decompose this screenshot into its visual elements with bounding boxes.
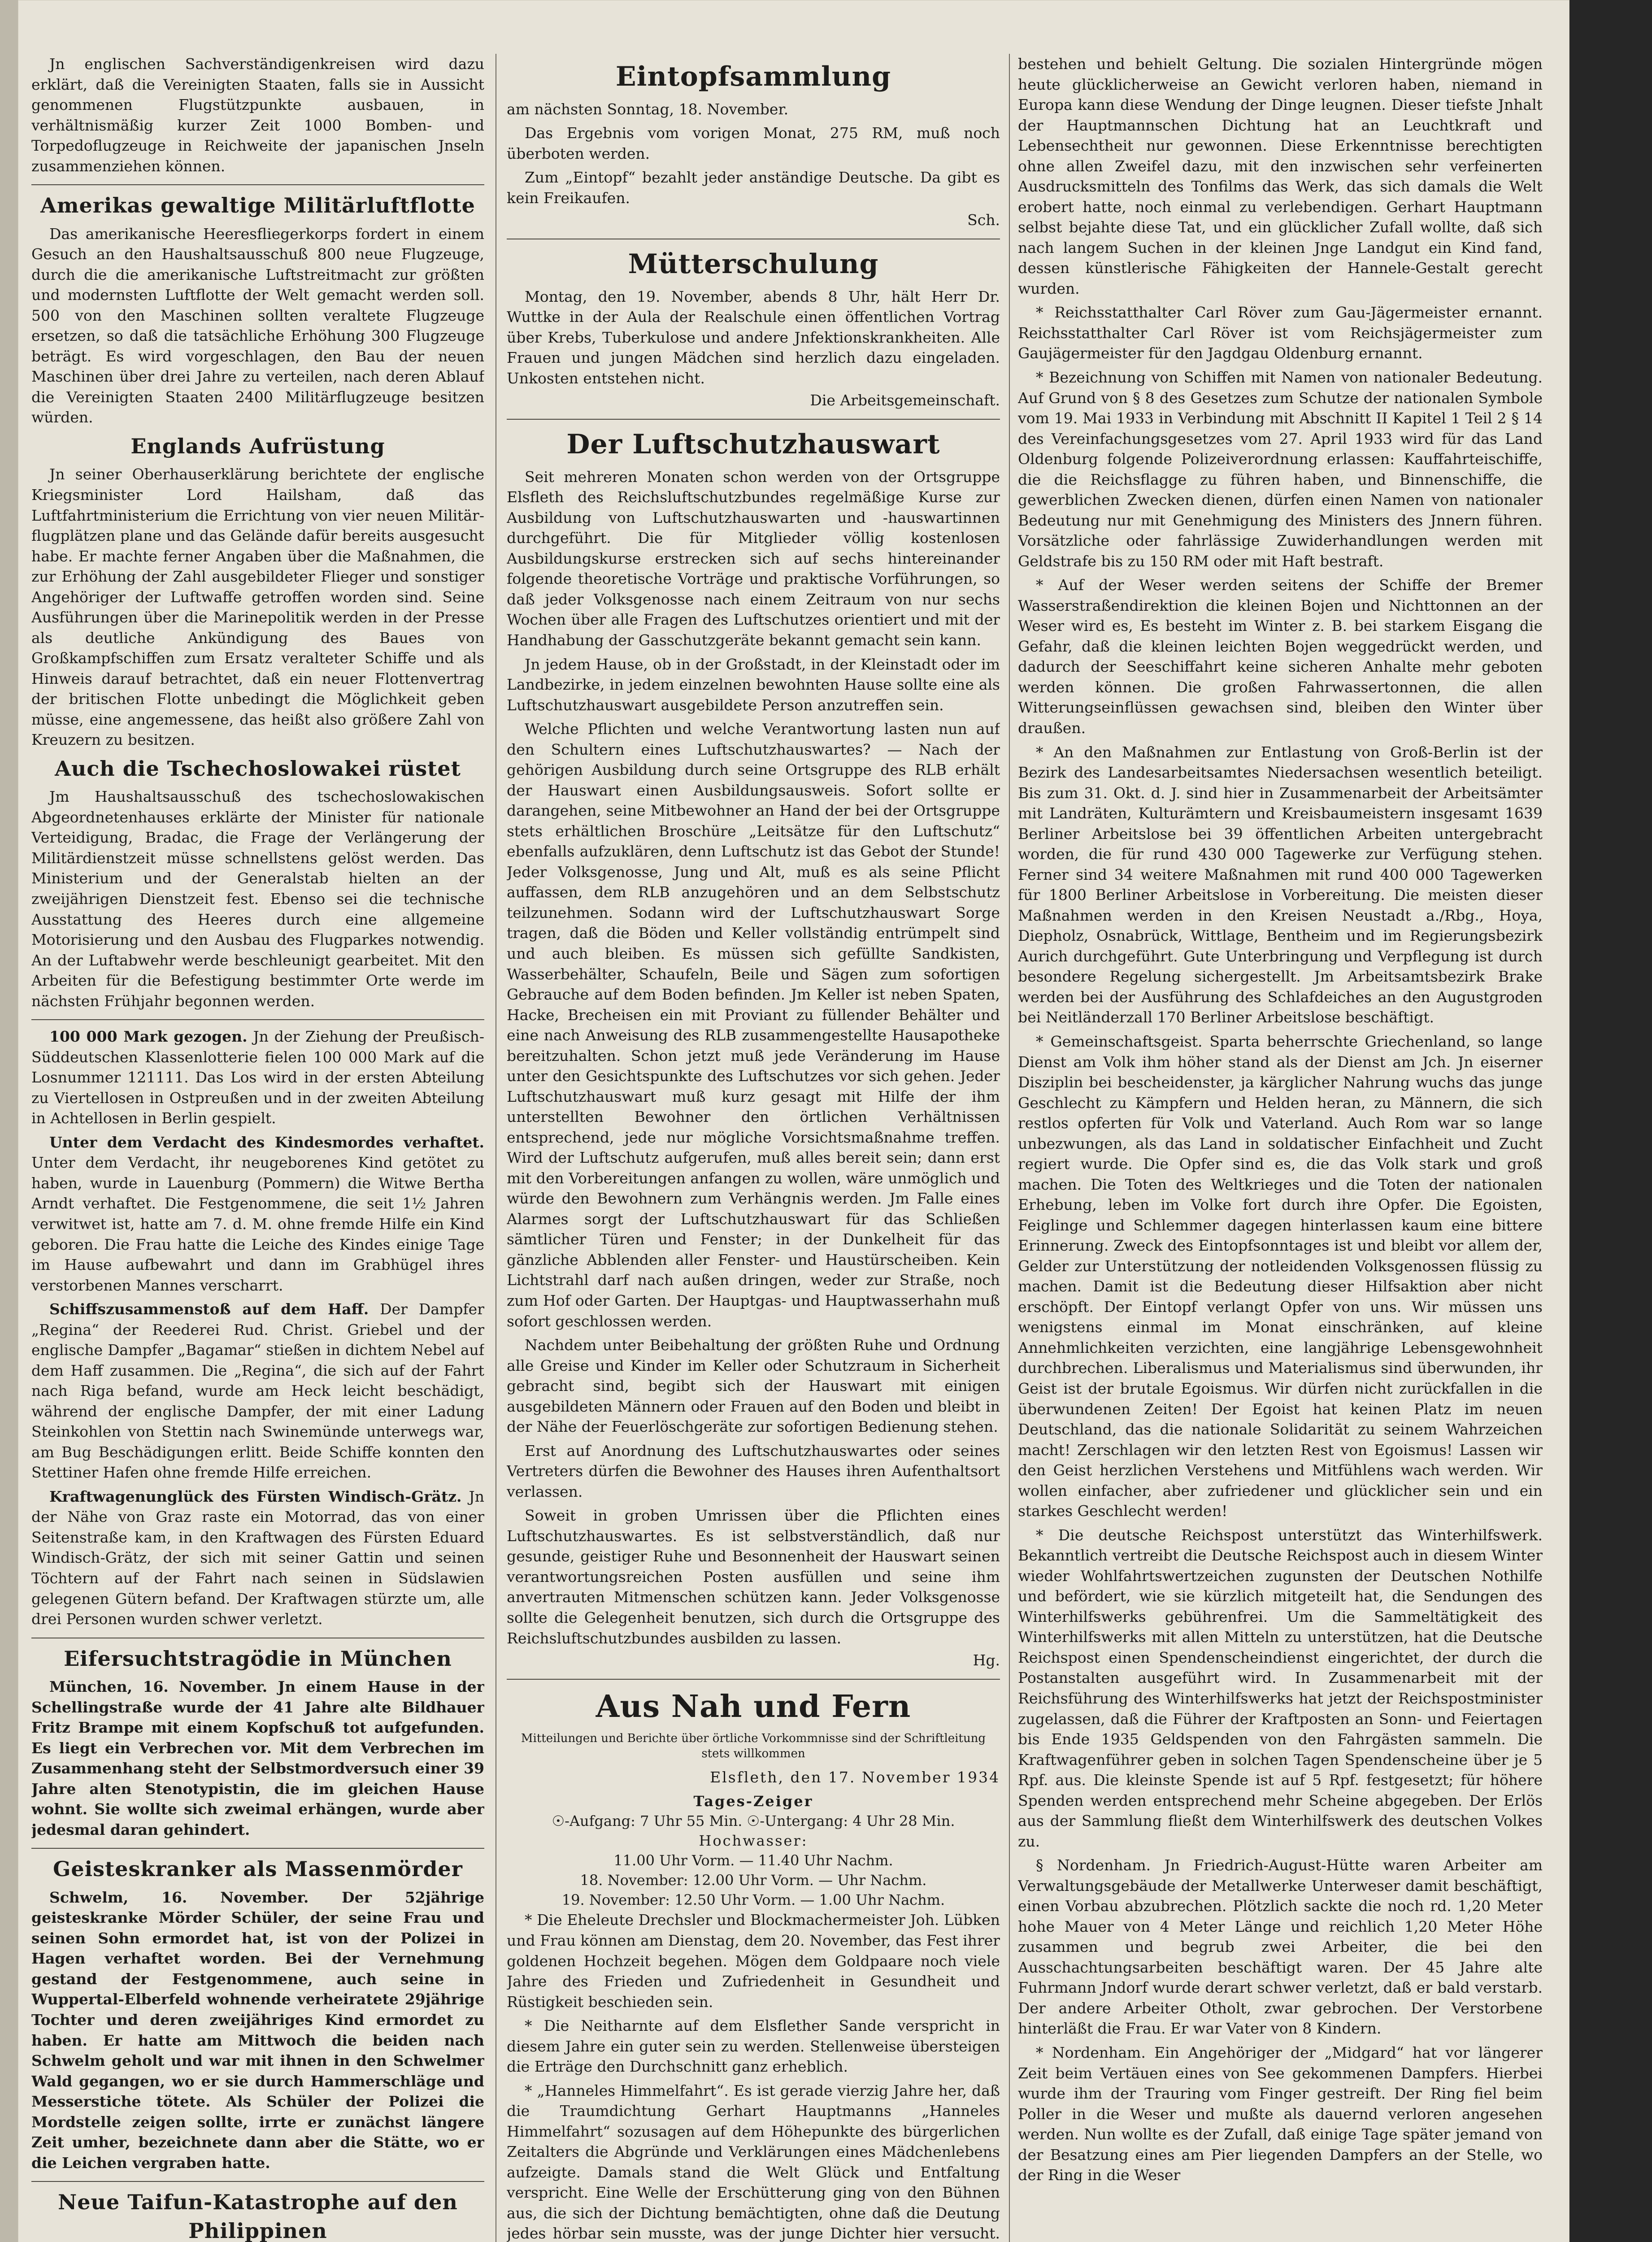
headline-tschechoslowakei: Auch die Tschechoslowakei rüstet [55,756,461,781]
column-rule-2 [1009,54,1010,2242]
news-windisch-graetz [31,1486,484,1629]
headline-massenmoerder: Geisteskranker als Massenmörder [53,1857,463,1881]
tages-zeiger-title: Tages-Zeiger [693,1792,813,1810]
luftschutz-signature: Hg. [973,1651,1000,1669]
news-text: Der Dampfer „Regina“ der Reederei Rud. Christ. Griebel und der englische Dampfer „Bagamar“ stießen in dichtem Nebel auf dem Haff zusammen. Die „Regina“, die sich auf der Fahrt nach Riga befand, wurde am Heck leicht beschädigt, während der englische Dampfer, der mit einer Ladung Steinkohlen von Stettin nach Swinemünde unterwegs war, am Bug Beschädigungen erlitt. Beide Schiffe konnten den Stettiner Hafen ohne fremde Hilfe erreichen. [31,1300,484,1482]
luftschutz-p1: Seit mehreren Monaten schon werden von der Ortsgruppe Elsfleth des Reichsluftschutzbundes regelmäßige Kurse zur Ausbildung von Luftschutzhauswarten und -hauswartinnen durchgeführt. Die für Mitglieder völlig kostenlosen Ausbildungskurse erstrecken sich auf sechs hintereinander folgende theoretische Vorträge und praktische Vorführungen, so daß jeder Volksgenosse nach einem Zeitraum von nur sechs Wochen über alle Fragen des Luftschutzes orientiert und mit der Handhabung der Gasschutzgeräte bekannt gemacht sein kann. [507,468,1000,649]
news-lead: 100 000 Mark gezogen. [49,1028,248,1046]
headline-england: Englands Aufrüstung [130,434,385,458]
divider [31,184,484,185]
headline-amerika: Amerikas gewaltige Militärluftflotte [40,193,475,218]
eintopf-signature: Sch. [967,211,1000,229]
news-gemeinschaftsgeist: * Gemeinschaftsgeist. Sparta beherrschte Griechenland, so lange Dienst am Volk ihm höher stand als der Dienst am Jch. Jn eiserner Disziplin bei bescheidenster, ja kärglicher Nahrung wuchs das junge Geschlecht zu Kämpfern und Helden heran, zu Männern, die sich restlos opferten für Volk und Vaterland. Auch Rom war so lange unbezwungen, als das Land in soldatischer Einfachheit und Zucht regiert wurde. Die Opfer sind es, die das Volk stark und groß machen. Die Toten des Weltkrieges und die Toten der nationalen Erhebung, leben im Volke fort durch ihre Opfer. Die Egoisten, Feiglinge und Schlemmer dagegen hinterlassen kaum eine bittere Erinnerung. Zweck des Eintopfsonntages ist und bleibt vor allem der, Gelder zur Unterstützung der notleidenden Volksgenossen flüssig zu machen. Damit ist die Bedeutung dieser Hilfsaktion aber nicht erschöpft. Der Eintopf verlangt Opfer von uns. Wir müssen uns wenigstens einmal im Monat einschränken, auf kleine Annehmlichkeiten verzichten, eine langjährige Lebensgewohnheit durchbrechen. Liberalismus und Materialismus sind überwunden, ihr Geist ist der brutale Egoismus. Wir dürfen nicht zurückfallen in die überwundenen Zeiten! Der Egoist hat keinen Platz im neuen Deutschland, das die nationale Solidarität zu seinem Wahrzeichen macht! Zerschlagen wir den letzten Rest von Egoismus! Lassen wir den Geist herzlichen Verstehens und Mitfühlens wach werden. Wir wollen einfacher, aber zufriedener und glücklicher sein und ein starkes Geschlecht werden! [1018,1032,1543,1520]
news-hochzeit: * Die Eheleute Drechsler und Blockmachermeister Joh. Lübken und Frau können am Dienstag, dem 20. November, das Fest ihrer goldenen Hochzeit begehen. Mögen dem Goldpaare noch viele Jahre des Frieden und Zufriedenheit in Gesundheit und Rüstigkeit beschieden sein. [507,1911,1000,2011]
headline-luftschutz: Der Luftschutzhauswart [566,428,940,460]
news-reichspost: * Die deutsche Reichspost unterstützt das Winterhilfswerk. Bekanntlich vertreibt die Deutsche Reichspost auch in diesem Winter wieder Wohlfahrtswertzeichen zugunsten der Deutschen Nothilfe und befördert, wie sie kürzlich mitgeteilt hat, die Sendungen des Winterhilfswerks gebührenfrei. Um die Sammeltätigkeit des Winterhilfswerks mit allen Mitteln zu unterstützen, hat die Deutsche Reichspost einen Spendenscheindienst eingerichtet, der durch die Postanstalten ausgeführt wird. In Zusammenarbeit mit der Reichsführung des Winterhilfswerks hat jetzt der Reichspostminister zugelassen, daß die Führer der Kraftposten an Sonn- und Feiertagen bis Ende 1935 Geldspenden von den Fahrgästen sammeln. Die Kraftwagenführer geben in solchen Tagen Spendenscheine über je 5 Rpf. aus. Die kleinste Spende ist auf 5 Rpf. festgesetzt; für höhere Spenden werden entsprechend mehr Scheine abgegeben. Der Erlös aus der Sammlung fließt dem Winterhilfswerk des deutschen Volkes zu. [1018,1526,1543,1850]
headline-aus-nah-und-fern: Aus Nah und Fern [596,1688,911,1725]
news-text: Unter dem Verdacht, ihr neugeborenes Kind getötet zu haben, wurde in Lauenburg (Pommern) die Witwe Bertha Arndt verhaftet. Die Festgenommene, die seit 1½ Jahren verwitwet ist, hatte am 7. d. M. ohne fremde Hilfe ein Kind geboren. Die Frau hatte die Leiche des Kindes einige Tage im Hause aufbewahrt und dann im Grabhügel ihres verstorbenen Mannes verscharrt. [31,1154,484,1294]
article-muetterschulung: Montag, den 19. November, abends 8 Uhr, hält Herr Dr. Wuttke in der Aula der Realschule einen öffentlichen Vortrag über Krebs, Tuberkulose und andere Jnfektionskrankheiten. Alle Frauen und jungen Mädchen sind herzlich dazu eingeladen. Unkosten entstehen nicht. [507,287,1000,387]
news-lead: Unter dem Verdacht des Kindesmordes verhaftet. [49,1133,484,1151]
article-massenmoerder: Schwelm, 16. November. Der 52jährige geisteskranke Mörder Schüler, der seine Frau und seinen Sohn ermordet hat, ist von der Polizei in Hagen verhaftet worden. Bei der Vernehmung gestand der Festgenommene, auch seine in Wuppertal-Elberfeld wohnende verheiratete 29jährige Tochter und deren zweijähriges Kind ermordet zu haben. Er hatte am Mittwoch die beiden nach Schwelm geholt und war mit ihnen in den Schwelmer Wald gegangen, wo er sie durch Hammerschläge und Messerstiche tötete. Als Schüler der Polizei die Mordstelle zeigen sollte, irrte er zunächst längere Zeit umher, bezeichnete dann aber die Stätte, wo er die Leichen vergraben hatte. [31,1888,484,2172]
column-3 [1018,54,1543,2242]
intro-paragraph: Jn englischen Sachverständigenkreisen wird dazu erklärt, daß die Vereinigten Staaten, falls sie in Aussicht genommenen Flugstützpunkte ausbauen, in verhältnismäßig kurzer Zeit 1000 Bomben- und Torpedoflugzeuge in Reichweite der japanischen Jnseln zusammenziehen können. [31,55,484,175]
adjacent-page-strip [0,0,18,2242]
eintopf-line-1: am nächsten Sonntag, 18. November. [507,100,789,118]
eintopf-line-3: Zum „Eintopf“ bezahlt jeder anständige Deutsche. Da gibt es kein Freikaufen. [507,169,1000,207]
headline-muetterschulung: Mütterschulung [628,248,879,280]
news-weser-bojen: * Auf der Weser werden seitens der Schiffe der Bremer Wasserstraßendirektion die kleinen Bojen und Nichttonnen an der Weser wird es, Es besteht im Winter z. B. bei starkem Eisgang die Gefahr, daß die kleinen leichten Bojen weggedrückt werden, und dadurch der Seeschiffahrt keine sicheren Anhalte mehr geboten werden können. Die großen Fahrwassertonnen, die allen Witterungseinflüssen gewachsen sind, bleiben den Winter über draußen. [1018,576,1543,737]
luftschutz-p5: Erst auf Anordnung des Luftschutzhauswartes oder seines Vertreters dürfen die Bewohner des Hauses ihren Aufenthaltsort verlassen. [507,1442,1000,1500]
headline-eintopf: Eintopfsammlung [615,61,891,92]
news-text: Jn der Ziehung der Preußisch-Süddeutschen Klassenlotterie fielen 100 000 Mark auf die Losnummer 121111. Das Los wird in der ersten Abteilung zu Viertellosen in Ostpreußen und in der zweiten Abteilung in Achtellosen in Berlin gespielt. [31,1028,484,1127]
hochwasser-line-2: 18. November: 12.00 Uhr Vorm. — Uhr Nachm. [580,1872,927,1889]
news-hannele: * „Hanneles Himmelfahrt“. Es ist gerade vierzig Jahre her, daß die Traumdichtung Gerhart Hauptmanns „Hanneles Himmelfahrt“ sozusagen auf dem Höhepunkte des bürgerlichen Zeitalters die Abgründe und Verklärungen eines Mädchenlebens aufzeigte. Damals stand die Welt Glück und Entfaltung verspricht. Eine Welle der Erschütterung ging von den Bühnen aus, die sich der Dichtung bemächtigten, ohne daß die Deutung jedes hörbar sein musste, was der junge Dichter hier versucht. [507,2081,1000,2242]
luftschutz-p2: Jn jedem Hause, ob in der Großstadt, in der Kleinstadt oder im Landbezirke, in jedem einzelnen bewohnten Hause sollte eine als Luftschutzhauswart ausgebildete Person anzutreffen sein. [507,655,1000,714]
news-nordenham-ring: * Nordenham. Ein Angehöriger der „Midgard“ hat vor längerer Zeit beim Vertäuen eines von See gekommenen Dampfers. Hierbei wurde ihm der Trauring vom Finger gestreift. Der Ring fiel beim Poller in die Weser und mußte als dauernd verloren angesehen werden. Nun wollte es der Zufall, daß einige Tage später jemand von der Besatzung eines am Pier liegenden Dampfers an der Stelle, wo der Ring in die Weser [1018,2044,1543,2184]
hochwasser-line-1: 11.00 Uhr Vorm. — 11.40 Uhr Nachm. [613,1852,893,1869]
article-amerika: Das amerikanische Heeresfliegerkorps fordert in einem Gesuch an den Haushaltsausschuß 800 neue Flugzeuge, durch die die amerikanische Luftstreitmacht zur größten und modernsten Luftflotte der Welt gemacht werden soll. 500 von den Maschinen sollten veraltete Flugzeuge ersetzen, so daß die tatsächliche Erhöhung 300 Flugzeuge beträgt. Es wird vorgeschlagen, den Bau der neuen Maschinen über drei Jahre zu verteilen, nach deren Ablauf die Vereinigten Staaten 2400 Militärflugzeuge besitzen würden. [31,225,484,426]
headline-eifersucht: Eifersuchtstragödie in München [64,1646,452,1671]
news-ernte: * Die Neitharnte auf dem Elsflether Sande verspricht in diesem Jahre ein guter sein zu werden. Stellenweise übersteigen die Erträge den Durchschnitt ganz erheblich. [507,2017,1000,2076]
dateline: Elsfleth, den 17. November 1934 [710,1768,1000,1786]
headline-taifun: Neue Taifun-Katastrophe auf den Philippinen [58,2190,458,2242]
hochwasser-line-3: 19. November: 12.50 Uhr Vorm. — 1.00 Uhr Nachm. [561,1891,945,1909]
news-schiffsnamen: * Bezeichnung von Schiffen mit Namen von nationaler Bedeutung. Auf Grund von § 8 des Gesetzes zum Schutze der nationalen Symbole vom 19. Mai 1933 in Verbindung mit Abschnitt II Kapitel 1 Teil 2 § 14 des Vereinfachungsgesetzes vom 27. April 1933 wird für das Land Oldenburg folgende Polizeiverordnung erlassen: Kauffahrteischiffe, die die Reichsflagge zu führen haben, und Binnenschiffe, die gewerblichen Zwecken dienen, dürfen einen Namen von nationaler Bedeutung nur mit Genehmigung des Ministers des Jnnern führen. Vorsätzliche oder fahrlässige Zuwiderhandlungen werden mit Geldstrafe bis zu 150 RM oder mit Haft bestraft. [1018,368,1543,570]
news-lead: Kraftwagenunglück des Fürsten Windisch-Grätz. [49,1487,462,1505]
divider [31,1019,484,1020]
sun-times: ☉-Aufgang: 7 Uhr 55 Min. ☉-Untergang: 4 Uhr 28 Min. [552,1812,955,1829]
article-england: Jn seiner Oberhauserklärung berichtete der englische Kriegsminister Lord Hailsham, daß das Luftfahrtministerium die Errichtung von vier neuen Militär-flugplätzen plane und das Gelände dafür bereits ausgesucht habe. Er machte ferner Angaben über die Maßnahmen, die zur Erhöhung der Zahl ausgebildeter Flieger und sonstiger Angehöriger der Luftwaffe getroffen worden sind. Seine Ausführungen über die Marinepolitik werden in der Presse als deutliche Ankündigung des Baues von Großkampfschiffen zum Ersatz veralteter Schiffe und als Hinweis darauf betrachtet, daß ein neuer Flottenvertrag der britischen Flotte unbedingt die Möglichkeit geben müsse, eine angemessene, das heißt also größere Zahl von Kreuzern zu besitzen. [31,465,484,749]
luftschutz-p3: Welche Pflichten und welche Verantwortung lasten nun auf den Schultern eines Luftschutzhauswartes? — Nach der gehörigen Ausbildung durch seine Ortsgruppe des RLB erhält der Hauswart einen Ausbildungsausweis. Sofort sollte er darangehen, seine Mitbewohner an Hand der bei der Ortsgruppe stets erhältlichen Broschüre „Leitsätze für den Luftschutz“ ebenfalls aufzuklären, denn Luftschutz ist das Gebot der Stunde! Jeder Volksgenosse, Jung und Alt, muß es als seine Pflicht auffassen, dem RLB anzugehören und an dem Selbstschutz teilzunehmen. Sodann wird der Luftschutzhauswart Sorge tragen, daß die Böden und Keller vollständig entrümpelt sind und auch bleiben. Es müssen sich gefüllte Sandkisten, Wasserbehälter, Schaufeln, Beile und Sägen zum sofortigen Gebrauche auf dem Boden befinden. Jm Keller ist neben Spaten, Hacke, Brecheisen ein mit Proviant zu füllender Behälter und eine nach Anweisung des RLB zusammengestellte Hausapotheke bereitzuhalten. Schon jetzt muß jede Veränderung im Hause unter den Gesichtspunkte des Luftschutzes vor sich gehen. Jeder Luftschutzhauswart muß kurz gesagt mit Hilfe der ihm unterstellten Bewohner den örtlichen Verhältnissen entsprechend, jede nur mögliche Vorsichtsmaßnahme treffen. Wird der Luftschutz aufgerufen, muß alles bereit sein; dann erst mit den Vorbereitungen anfangen zu wollen, wäre unmöglich und würde den Bewohnern zum Verhängnis werden. Jm Falle eines Alarmes sorgt der Luftschutzhauswart für das Schließen sämtlicher Türen und Fenster; in der Dunkelheit für das gänzliche Abblenden aller Fenster- und Haustürscheiben. Kein Lichtstrahl darf nach außen dringen, weder zur Straße, noch zum Hof oder Garten. Der Hauptgas- und Hauptwasserhahn muß sofort geschlossen werden. [507,720,1000,1330]
divider [507,419,1000,420]
section-subtitle: Mitteilungen und Berichte über örtliche Vorkommnisse sind der Schriftleitung stets willkommen [521,1732,986,1761]
muetterschulung-signature: Die Arbeitsgemeinschaft. [810,391,1000,409]
article-tschechoslowakei: Jm Haushaltsausschuß des tschechoslowakischen Abgeordnetenhauses erklärte der Minister für nationale Verteidigung, Bradac, die Frage der Verlängerung der Militärdienstzeit müsse schnellstens gelöst werden. Das Ministerium und der Generalstab hielten an der zweijährigen Dienstzeit fest. Ebenso sei die technische Ausstattung des Heeres durch eine allgemeine Motorisierung und den Ausbau des Flugparkes notwendig. An der Luftabwehr werde beschleunigt gearbeitet. Mit den Arbeiten für die Befestigung bestimmter Orte werde im nächsten Frühjahr begonnen werden. [31,788,484,1010]
hochwasser-title: Hochwasser: [699,1832,808,1849]
news-lead: Schiffszusammenstoß auf dem Haff. [49,1300,369,1318]
column-1 [31,54,484,2242]
column-2 [507,54,1000,2242]
news-gross-berlin: * An den Maßnahmen zur Entlastung von Groß-Berlin ist der Bezirk des Landesarbeitsamtes Niedersachsen wesentlich beteiligt. Bis zum 31. Okt. d. J. sind hier in Zusammenarbeit der Arbeitsämter mit Landräten, Kulturämtern und Kreisbaumeistern insgesamt 1639 Berliner Arbeitslose bei 39 öffentlichen Arbeiten untergebracht worden, die für rund 430 000 Tagewerke zur Verfügung stehen. Ferner sind 34 weitere Maßnahmen mit rund 400 000 Tagewerken für 1800 Berliner Arbeitslose in Vorbereitung. Die meisten dieser Maßnahmen werden in den Kreisen Neustadt a./Rbg., Hoya, Diepholz, Osnabrück, Wittlage, Bentheim und im Regierungsbezirk Aurich durchgeführt. Gute Unterbringung und Verpflegung ist durch besondere Regelung sichergestellt. Jm Arbeitsamtsbezirk Brake werden bei der Ausführung des Schlafdeiches an den Augustgroden bei Neitländerzall 170 Berliner Arbeitslose beschäftigt. [1018,743,1543,1026]
news-schiffszusammenstoss [31,1299,484,1483]
divider [31,1848,484,1849]
eintopf-line-2: Das Ergebnis vom vorigen Monat, 275 RM, muß noch überboten werden. [507,124,1000,162]
news-lotterie [31,1026,484,1129]
divider [31,2181,484,2182]
hannele-continued: bestehen und behielt Geltung. Die sozialen Hintergründe mögen heute glücklicherweise an Gewicht verloren haben, niemand in Europa kann diese Wendung der Dinge leugnen. Dieser tiefste Jnhalt der Hauptmannschen Dichtung hat an Leuchtkraft und Lebensechtheit nur gewonnen. Diese Erkenntnisse berechtigten ohne allen Zweifel dazu, mit den inzwischen sehr verfeinerten Ausdrucksmitteln des Tonfilms das Werk, das sich damals die Welt erobert hatte, noch einmal zu verlebendigen. Gerhart Hauptmann selbst bejahte diese Tat, und ein glücklicher Zufall wollte, daß sich nach langem Suchen in der kleinen Jnge Landgut ein Kind fand, dessen künstlerische Fähigkeiten der Hannele-Gestalt gerecht wurden. [1018,55,1543,297]
luftschutz-p4: Nachdem unter Beibehaltung der größten Ruhe und Ordnung alle Greise und Kinder im Keller oder Schutzraum in Sicherheit gebracht sind, begibt sich der Hauswart mit einigen ausgebildeten Männern oder Frauen auf den Boden und bleibt in der Nähe der Feuerlöschgeräte zur sofortigen Bedienung stehen. [507,1336,1000,1436]
article-eifersucht: München, 16. November. Jn einem Hause in der Schellingstraße wurde der 41 Jahre alte Bildhauer Fritz Brampe mit einem Kopfschuß tot aufgefunden. Es liegt ein Verbrechen vor. Mit dem Verbrechen im Zusammenhang steht der Selbstmordversuch einer 39 Jahre alten Stenotypistin, die im gleichen Hause wohnt. Sie wollte sich zweimal erhängen, wurde aber jedesmal daran gehindert. [31,1678,484,1838]
divider [507,1679,1000,1680]
news-kindesmord [31,1132,484,1295]
news-text: Jn der Nähe von Graz raste ein Motorrad, das von einer Seitenstraße kam, in den Kraftwagen des Fürsten Eduard Windisch-Grätz, der sich mit seiner Gattin und seinen Töchtern auf der Fahrt nach seinen in Südslawien gelegenen Gütern befand. Der Kraftwagen stürzte um, alle drei Personen wurden schwer verletzt. [31,1487,484,1628]
tages-zeiger [507,1791,1000,1910]
scan-background [1569,0,1652,2242]
news-nordenham-unfall: § Nordenham. Jn Friedrich-August-Hütte waren Arbeiter am Verwaltungsgebäude der Metallwerke Unterweser damit beschäftigt, einen Vorbau abzubrechen. Plötzlich sackte die noch rd. 1,20 Meter hohe Mauer von 4 Meter Länge und reichlich 1,20 Meter Höhe zusammen und begrub zwei Arbeiter, die bei den Ausschachtungsarbeiten beschäftigt waren. Der 45 Jahre alte Fuhrmann Jndorf wurde derart schwer verletzt, daß er bald verstarb. Der andere Arbeiter Otholt, zwar gebrochen. Der Verstorbene hinterläßt die Frau. Er war Vater von 8 Kindern. [1018,1856,1543,2038]
news-roever: * Reichsstatthalter Carl Röver zum Gau-Jägermeister ernannt. Reichsstatthalter Carl Röver ist vom Reichsjägermeister zum Gaujägermeister für den Jagdgau Oldenburg ernannt. [1018,304,1543,362]
luftschutz-p6: Soweit in groben Umrissen über die Pflichten eines Luftschutzhauswartes. Es ist selbstverständlich, daß nur gesunde, geistiger Ruhe und Besonnenheit der Hauswart seinen verantwortungsreichen Posten ausfüllen und seine ihm anvertrauten Mitmenschen schützen kann. Jeder Volksgenosse sollte die Gelegenheit benutzen, sich durch die Ortsgruppe des Reichsluftschutzbundes ausbilden zu lassen. [507,1507,1000,1647]
